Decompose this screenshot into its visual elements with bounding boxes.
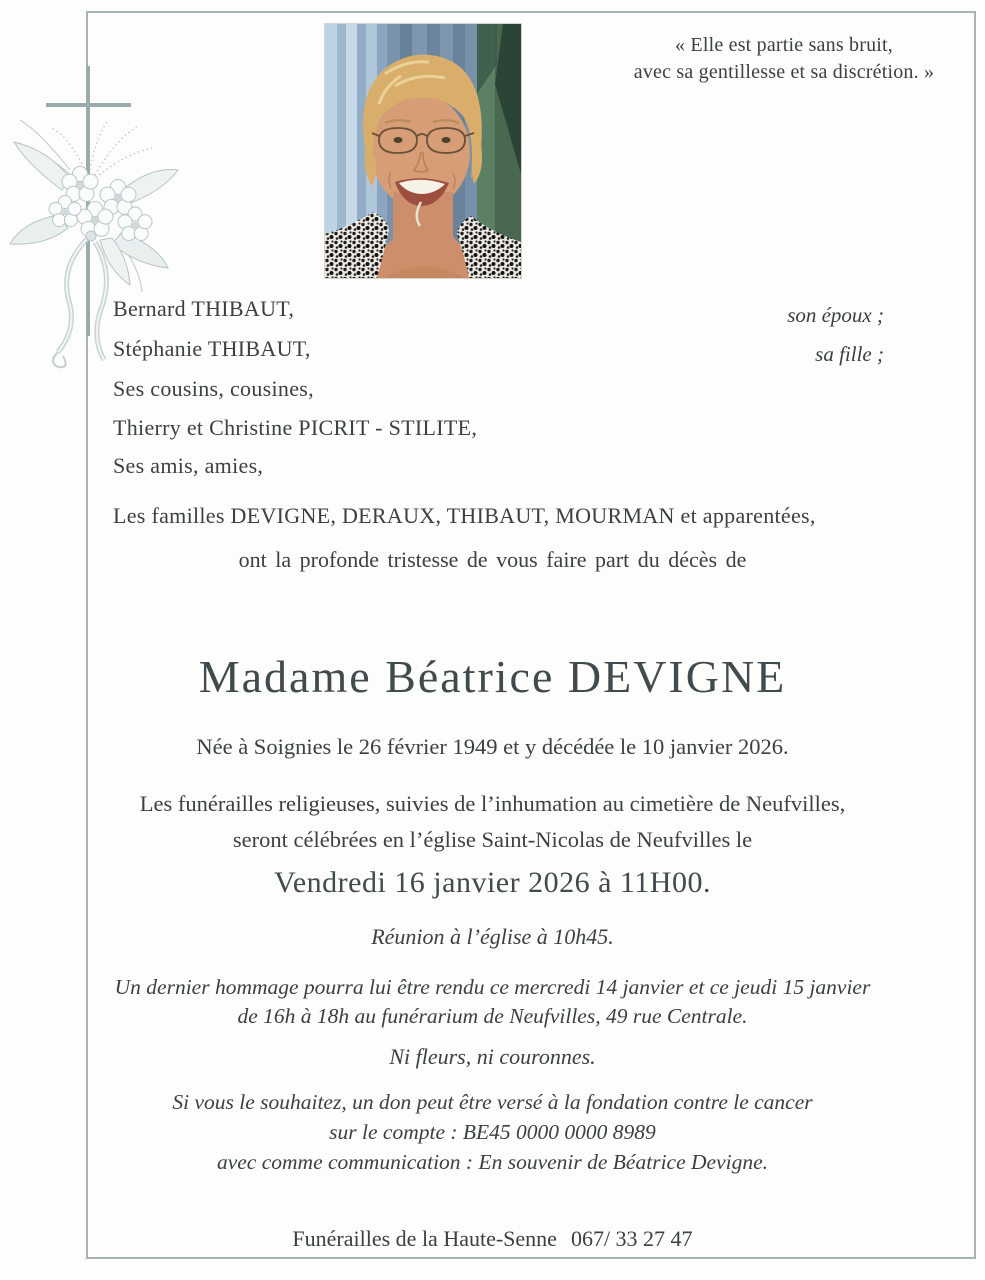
donation-lines <box>6 1087 979 1177</box>
mourner-name: Bernard THIBAUT, <box>113 296 295 321</box>
funeral-home-name: Funérailles de la Haute-Senne <box>292 1226 557 1251</box>
tribute-line2: de 16h à 18h au funérarium de Neufvilles, 49 rue Centrale. <box>237 1004 748 1028</box>
footer <box>6 1226 979 1252</box>
announcement-line: ont la profonde tristesse de vous faire part du décès de <box>238 547 747 572</box>
donation-line1: Si vous le souhaitez, un don peut être versé à la fondation contre le cancer <box>172 1090 813 1114</box>
cross-and-flowers-decoration <box>0 0 210 380</box>
page-frame <box>86 11 976 1259</box>
mourner-name: Stéphanie THIBAUT, <box>113 336 311 361</box>
no-flowers-line: Ni fleurs, ni couronnes. <box>389 1044 596 1069</box>
deceased-name: Madame Béatrice DEVIGNE <box>198 651 787 702</box>
tribute-lines <box>6 973 979 1031</box>
epitaph-quote-line2: avec sa gentillesse et sa discrétion. » <box>633 61 935 83</box>
life-dates-line: Née à Soignies le 26 février 1949 et y décédée le 10 janvier 2026. <box>196 734 789 759</box>
funeral-details-line1: Les funérailles religieuses, suivies de l’inhumation au cimetière de Neufvilles, <box>139 791 846 816</box>
donation-line2: sur le compte : BE45 0000 0000 8989 <box>329 1120 656 1144</box>
relation-label: son époux ; <box>787 303 884 327</box>
epitaph-quote <box>604 32 964 86</box>
families-line: Les familles DEVIGNE, DERAUX, THIBAUT, MOURMAN et apparentées, <box>113 503 816 528</box>
funeral-home-phone: 067/ 33 27 47 <box>570 1226 693 1251</box>
tribute-line1: Un dernier hommage pourra lui être rendu ce mercredi 14 janvier et ce jeudi 15 janvier <box>114 975 871 999</box>
donation-line3: avec comme communication : En souvenir de Béatrice Devigne. <box>216 1150 769 1174</box>
funeral-details-line2: seront célébrées en l’église Saint-Nicolas de Neufvilles le <box>232 827 753 852</box>
relation-label: sa fille ; <box>815 342 884 366</box>
mourner-name: Ses cousins, cousines, <box>113 376 314 401</box>
portrait-photo <box>325 24 521 278</box>
funeral-details <box>6 786 979 858</box>
mourner-name: Thierry et Christine PICRIT - STILITE, <box>113 415 478 440</box>
epitaph-quote-line1: « Elle est partie sans bruit, <box>675 34 893 56</box>
mourner-name: Ses amis, amies, <box>113 453 264 478</box>
funeral-datetime: Vendredi 16 janvier 2026 à 11H00. <box>274 866 711 899</box>
church-meeting-line: Réunion à l’église à 10h45. <box>371 924 614 949</box>
